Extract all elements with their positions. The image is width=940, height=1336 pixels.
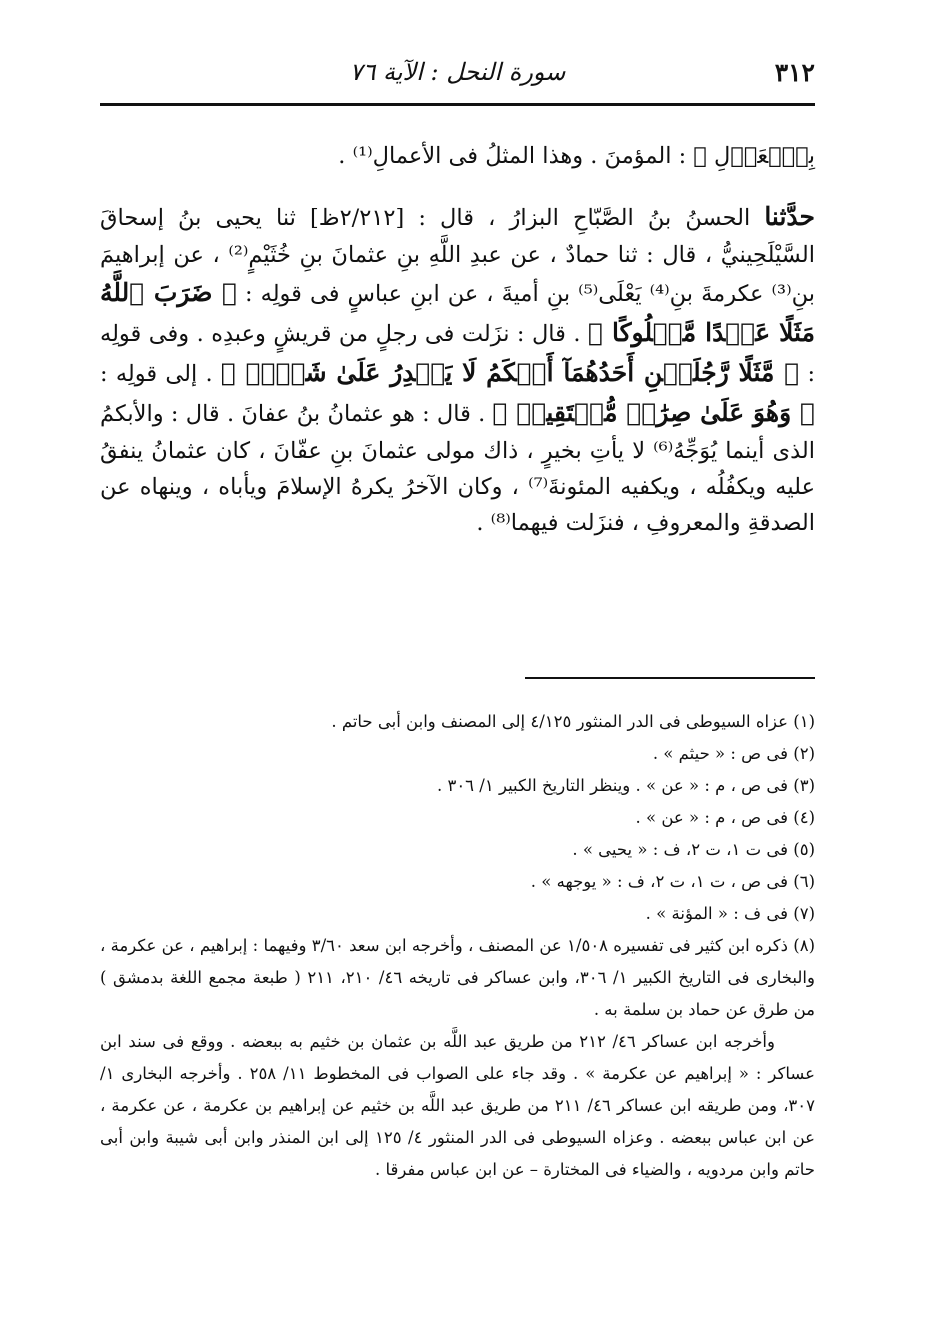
header-rule [100,103,815,106]
main-text [100,130,815,563]
footnote: (٦) فى ص ، ت ١، ت ٢، ف : « يوجهه » . [530,872,815,891]
footnote-continuation: وأخرجه ابن عساكر ٤٦/ ٢١٢ من طريق عبد اللَّه بن عثمان بن خثيم به ببعضه . ووقع فى سند ابن عساكر : « إبراهيم عن عكرمة » . وقد جاء على الصواب فى المخطوط ١١/ ٢٥٨ . وأخرجه البخارى ١/ ٣٠٧، ومن طريقه ابن عساكر ٤٦/ ٢١١ من طريق عبد اللَّه بن خثيم عن إبراهيم بن عكرمة ، عن عكرمة ، عن ابن عباس ببعضه . وعزاه السيوطى فى الدر المنثور ٤/ ١٢٥ إلى ابن المنذر وابن أبى شيبة وابن أبى حاتم وابن مردويه ، والضياء فى المختارة – عن ابن عباس مفرقا . [100,1032,815,1179]
quran-verse: ﴿ وَهُوَ عَلَىٰ صِرَٰطٖ مُّسۡتَقِيمٖ ﴾ [492,397,815,427]
page-number: ٣١٢ [774,58,815,87]
lead-word: حدَّثنا [764,201,816,231]
paragraph-1: بِٱلۡعَدۡلِ ﴾ : المؤمنَ . وهذا المثلُ فى الأعمالِ⁽¹⁾ . [338,143,815,169]
footnote: (٣) فى ص ، م : « عن » . وينظر التاريخ الكبير ١/ ٣٠٦ . [436,776,815,795]
footnote: (١) عزاه السيوطى فى الدر المنثور ٤/١٢٥ إلى المصنف وابن أبى حاتم . [331,712,815,731]
text-segment: . قال : هو عثمانُ بنُ عفانَ . قال : والأبكمُ الذى أينما يُوَجِّهُ⁽⁶⁾ لا يأتِ بخيرٍ ، ذاك مولى عثمانَ بنِ عفّانَ ، كان عثمانُ ينفقُ عليه ويكفُلُه ، ويكفيه المئونةَ⁽⁷⁾ ، وكان الآخرُ يكرهُ الإسلامَ ويأباه ، وينهاه عن الصدقةِ والمعروفِ ، فنزَلت فيهما⁽⁸⁾ . [100,400,815,536]
paragraph-2 [100,197,815,541]
footnote-rule [525,677,815,679]
text-segment: . إلى قولِه : [100,360,221,387]
footnotes [100,706,815,1186]
running-title: سورة النحل : الآية ٧٦ [349,58,566,86]
quran-verse: ﴿ ضَرَبَ ٱللَّهُ مَثَلًا عَبۡدًا مَّمۡلُوكًا ﴾ [100,277,815,347]
footnote: (٢) فى ص : « حيثم » . [652,744,815,763]
page-header [100,52,815,96]
footnote: (٤) فى ص ، م : « عن » . [635,808,815,827]
text-segment: الحسنُ بنُ الصَّبّاحِ البزارُ ، قال : [٢/٢١٢ظ] ثنا يحيى بنُ إسحاقَ السَّيْلَحِينيُّ ، قال : ثنا حمادٌ ، عن عبدِ اللَّهِ بنِ عثمانَ بنِ خُثَيْمٍ⁽²⁾ ، عن إبراهيمَ بنِ⁽³⁾ عكرمةَ بنِ⁽⁴⁾ يَعْلَى⁽⁵⁾ بنِ أميةَ ، عن ابنِ عباسٍ فى قولِه : [100,204,815,307]
footnote: (٥) فى ت ١، ت ٢، ف : « يحيى » . [572,840,815,859]
text-segment: . قال : نزَلت فى رجلٍ من قريشٍ وعبدِه . وفى قولِه : [100,320,816,387]
footnote: (٨) ذكره ابن كثير فى تفسيره ١/٥٠٨ عن المصنف ، وأخرجه ابن سعد ٣/٦٠ وفيهما : إبراهيم ، عن عكرمة ، والبخارى فى التاريخ الكبير ١/ ٣٠٦، وابن عساكر فى تاريخه ٤٦/ ٢١٠، ٢١١ ( طبعة مجمع اللغة بدمشق ) من طرق عن حماد بن سلمة به . [100,936,815,1019]
quran-verse: ﴿ مَّثَلًا رَّجُلَيۡنِ أَحَدُهُمَآ أَبۡكَمُ لَا يَقۡدِرُ عَلَىٰ شَيۡءٖ ﴾ [220,357,800,387]
footnote: (٧) فى ف : « المؤنة » . [645,904,815,923]
